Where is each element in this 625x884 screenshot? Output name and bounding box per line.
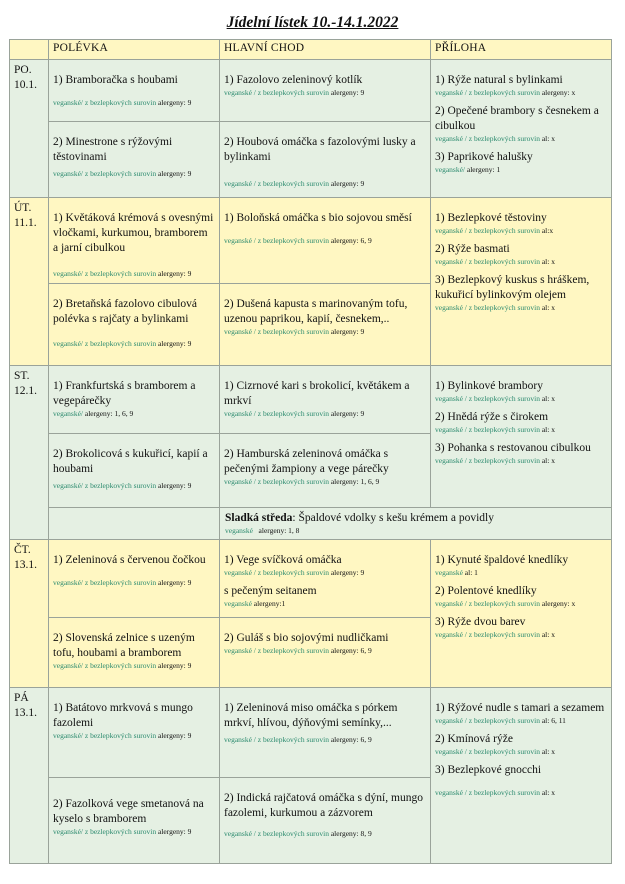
side-item: 1) Kynuté špaldové knedlíky veganské al: 1 bbox=[435, 553, 569, 578]
side-item: 1) Bezlepkové těstoviny veganské / z bezlepkových surovin al:x bbox=[435, 212, 554, 236]
dish-name: s pečeným seitanem bbox=[224, 584, 317, 597]
sweet-wednesday-row bbox=[10, 508, 612, 540]
dish-tag: veganské / z bezlepkových surovin alergeny: 1, 6, 9 bbox=[224, 477, 380, 487]
dish-name: 1) Boloňská omáčka s bio sojovou směsí bbox=[224, 212, 412, 224]
dish-tag: veganské/ alergeny: 1, 6, 9 bbox=[53, 409, 134, 419]
main-cell bbox=[220, 687, 431, 777]
dish-tag: veganské/ z bezlepkových surovin alergeny: 9 bbox=[53, 661, 192, 671]
soup-cell bbox=[49, 687, 220, 777]
dish-name: 1) Cizrnové kari s brokolicí, květákem a mrkví bbox=[224, 380, 410, 408]
day-row-thursday-a bbox=[10, 539, 612, 617]
side-item: 3) Bezlepkový kuskus s hráškem, kukuřicí bylinkovým olejem veganské / z bezlepkových surovin al: x bbox=[435, 273, 590, 313]
dish-tag: veganské / z bezlepkových surovin alergeny: 9 bbox=[224, 179, 365, 189]
main-cell bbox=[220, 366, 431, 434]
dish-tag: veganské/ z bezlepkových surovin alergeny: 9 bbox=[53, 578, 192, 588]
dish-tag: veganské / z bezlepkových surovin alergeny: 6, 9 bbox=[224, 646, 372, 656]
soup-cell bbox=[49, 366, 220, 434]
sweet-soup-empty bbox=[49, 508, 220, 540]
day-label: ST. 12.1. bbox=[10, 366, 49, 540]
dish-name: 2) Minestrone s rýžovými těstovinami bbox=[53, 136, 173, 164]
dish-name: 1) Bramboračka s houbami bbox=[53, 74, 178, 86]
side-cell bbox=[431, 539, 612, 687]
dish-name: 2) Slovenská zelnice s uzeným tofu, houbami a bramborem bbox=[53, 631, 195, 660]
side-item: 3) Paprikové halušky veganské/ alergeny: 1 bbox=[435, 151, 533, 175]
soup-cell bbox=[49, 777, 220, 863]
day-label: PO. 10.1. bbox=[10, 60, 49, 198]
day-row-monday-a bbox=[10, 60, 612, 122]
side-item: 2) Opečené brambory s česnekem a cibulkou veganské / z bezlepkových surovin al: x bbox=[435, 104, 599, 144]
header-cell-day bbox=[10, 40, 49, 60]
dish-tag: veganské/ z bezlepkových surovin alergeny: 9 bbox=[53, 339, 192, 349]
dish-tag: veganské / z bezlepkových surovin alergeny: 8, 9 bbox=[224, 829, 372, 839]
dish-tag: veganské/ z bezlepkových surovin alergeny: 9 bbox=[53, 98, 192, 108]
dish-tag: veganské/ z bezlepkových surovin alergeny: 9 bbox=[53, 827, 192, 837]
side-item: 3) Rýže dvou barev veganské / z bezlepkových surovin al: x bbox=[435, 615, 555, 639]
dish-name: 2) Guláš s bio sojovými nudličkami bbox=[224, 631, 389, 644]
dish-name: 2) Bretaňská fazolovo cibulová polévka s rajčaty a bylinkami bbox=[53, 298, 198, 326]
sweet-cell bbox=[220, 508, 612, 540]
dish-tag: veganské/ z bezlepkových surovin alergeny: 9 bbox=[53, 481, 192, 491]
main-cell bbox=[220, 284, 431, 366]
side-cell bbox=[431, 198, 612, 366]
dish-tag: veganské alergeny:1 bbox=[224, 599, 286, 609]
main-cell bbox=[220, 434, 431, 508]
header-cell-main: HLAVNÍ CHOD bbox=[220, 40, 431, 60]
dish-name: 1) Zeleninová miso omáčka s pórkem mrkví, hlívou, dýňovými semínky,... bbox=[224, 701, 398, 730]
dish-tag: veganské / z bezlepkových surovin alergeny: 9 bbox=[224, 568, 365, 578]
main-cell bbox=[220, 198, 431, 284]
main-cell bbox=[220, 539, 431, 617]
main-cell bbox=[220, 617, 431, 687]
header-cell-side: PŘÍLOHA bbox=[431, 40, 612, 60]
soup-cell bbox=[49, 122, 220, 198]
dish-name: 1) Zeleninová s červenou čočkou bbox=[53, 553, 206, 566]
day-label: ÚT. 11.1. bbox=[10, 198, 49, 366]
side-item: 2) Hnědá rýže s čirokem veganské / z bezlepkových surovin al: x bbox=[435, 410, 555, 435]
dish-name: 2) Brokolicová s kukuřicí, kapií a houbami bbox=[53, 448, 208, 476]
side-item: 2) Kmínová rýže veganské / z bezlepkových surovin al: x bbox=[435, 732, 555, 757]
dish-name: 2) Fazolková vege smetanová na kyselo s bramborem bbox=[53, 797, 204, 826]
dish-name: 1) Vege svíčková omáčka bbox=[224, 553, 342, 566]
dish-name: 2) Indická rajčatová omáčka s dýní, mungo fazolemi, kurkumou a zázvorem bbox=[224, 791, 423, 820]
side-item: 3) Pohanka s restovanou cibulkou veganské / z bezlepkových surovin al: x bbox=[435, 441, 591, 466]
dish-name: 1) Batátovo mrkvová s mungo fazolemi bbox=[53, 701, 193, 730]
side-item: 2) Rýže basmati veganské / z bezlepkových surovin al: x bbox=[435, 242, 555, 267]
dish-tag: veganské / z bezlepkových surovin alergeny: 9 bbox=[224, 409, 365, 419]
soup-cell bbox=[49, 284, 220, 366]
main-cell bbox=[220, 122, 431, 198]
day-row-tuesday-a bbox=[10, 198, 612, 284]
dish-name: 2) Hamburská zeleninová omáčka s pečenými žampiony a vege párečky bbox=[224, 448, 389, 476]
soup-cell bbox=[49, 617, 220, 687]
main-cell bbox=[220, 60, 431, 122]
page-title: Jídelní lístek 10.-14.1.2022 bbox=[226, 14, 399, 31]
side-item: 3) Bezlepkové gnocchi veganské / z bezlepkových surovin al: x bbox=[435, 763, 555, 797]
soup-cell bbox=[49, 539, 220, 617]
dish-tag: veganské / z bezlepkových surovin alergeny: 6, 9 bbox=[224, 236, 372, 246]
header-row bbox=[10, 40, 612, 60]
side-cell bbox=[431, 366, 612, 508]
dish-tag: veganské / z bezlepkových surovin alergeny: 9 bbox=[224, 327, 365, 337]
header-cell-soup: POLÉVKA bbox=[49, 40, 220, 60]
dish-tag: veganské/ z bezlepkových surovin alergeny: 9 bbox=[53, 268, 192, 278]
soup-cell bbox=[49, 434, 220, 508]
menu-table bbox=[9, 39, 612, 864]
day-label: PÁ 13.1. bbox=[10, 687, 49, 863]
dish-tag: veganské / z bezlepkových surovin alergeny: 6, 9 bbox=[224, 735, 372, 745]
day-label: ČT. 13.1. bbox=[10, 539, 49, 687]
side-cell bbox=[431, 60, 612, 198]
dish-name: 1) Fazolovo zeleninový kotlík bbox=[224, 74, 363, 86]
dish-name: 2) Houbová omáčka s fazolovými lusky a bylinkami bbox=[224, 136, 416, 164]
side-item: 1) Bylinkové brambory veganské / z bezlepkových surovin al: x bbox=[435, 380, 555, 404]
day-row-wednesday-a bbox=[10, 366, 612, 434]
dish-tag: veganské / z bezlepkových surovin alergeny: 9 bbox=[224, 88, 365, 98]
soup-cell bbox=[49, 60, 220, 122]
side-cell bbox=[431, 687, 612, 863]
side-item: 2) Polentové knedlíky veganské / z bezlepkových surovin alergeny: x bbox=[435, 584, 576, 609]
dish-name: 1) Květáková krémová s ovesnými vločkami, kurkumou, bramborem a jarní cibulkou bbox=[53, 212, 214, 255]
side-item: 1) Rýžové nudle s tamari a sezamem veganské / z bezlepkových surovin al: 6, 11 bbox=[435, 701, 605, 726]
soup-cell bbox=[49, 198, 220, 284]
sweet-dish: Sladká středa: Špaldové vdolky s kešu krémem a povidly bbox=[225, 512, 494, 524]
dish-tag: veganské/ z bezlepkových surovin alergeny: 9 bbox=[53, 731, 192, 741]
dish-name: 2) Dušená kapusta s marinovaným tofu, uzenou paprikou, kapií, česnekem,.. bbox=[224, 298, 408, 326]
dish-tag: veganské/ z bezlepkových surovin alergeny: 9 bbox=[53, 169, 192, 179]
day-row-friday-a bbox=[10, 687, 612, 777]
sweet-tag: veganské alergeny: 1, 8 bbox=[225, 526, 300, 536]
main-cell bbox=[220, 777, 431, 863]
dish-name: 1) Frankfurtská s bramborem a vegepárečky bbox=[53, 380, 196, 408]
side-item: 1) Rýže natural s bylinkami veganské / z bezlepkových surovin alergeny: x bbox=[435, 74, 576, 98]
